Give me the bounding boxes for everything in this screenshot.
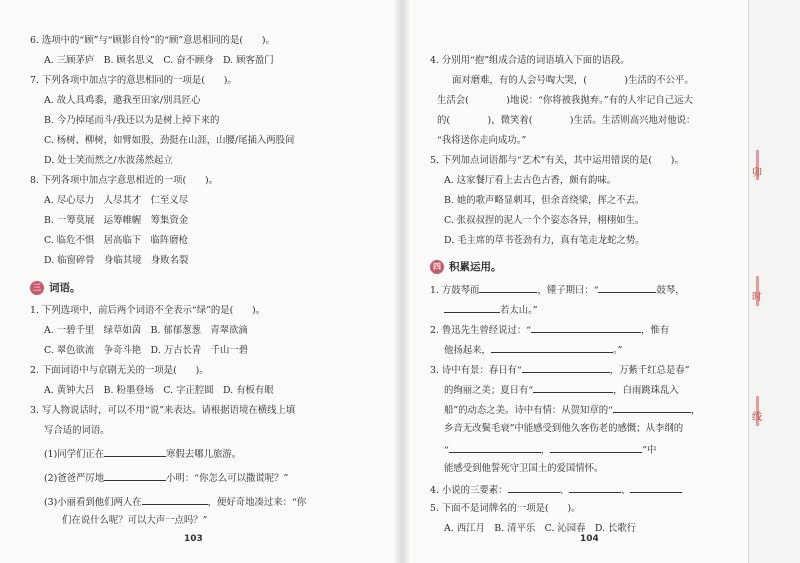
fill-blank[interactable] [142, 494, 208, 505]
vocab-question-1-row-2: C. 翠色欲流 争奇斗艳 D. 万古长青 千山一碧 [44, 345, 249, 356]
accum-2-text-c: 他扬起来， [444, 345, 491, 356]
vocab-question-2: 2. 下面词语中与京剧无关的一项是( )。 [30, 365, 209, 376]
accum-question-3-line-6: 能感受到他誓死守卫国土的爱国情怀。 [444, 463, 604, 474]
accum-question-1 [430, 282, 685, 297]
question-7-a: A. 故人具鸡黍，邀我至田家/别具匠心 [44, 95, 201, 106]
accum-question-3-line-5 [444, 442, 656, 457]
side-tab-2[interactable]: 时 [752, 292, 762, 303]
accum-4-text: 4. 小说的三要素： [430, 485, 508, 496]
accum-3-text-h: “ [444, 445, 449, 456]
section-4-badge: 四 [430, 260, 444, 274]
vocab-item-2 [44, 470, 288, 485]
accum-3-text-d: ，白雨跳珠乱入 [613, 385, 679, 396]
fill-blank[interactable] [104, 446, 166, 457]
accum-3-text-i: ， [540, 445, 551, 456]
question-5-c: C. 张叔叔捏的泥人一个个姿态各异，栩栩如生。 [444, 215, 645, 226]
vocab-question-3: 3. 写人物说话时，可以不用“说”来表达。请根据语境在横线上填 [30, 405, 296, 416]
question-8: 8. 下列各项中加点字意思相近的一项( )。 [30, 175, 218, 186]
vocab-item-3 [44, 494, 306, 509]
fill-blank[interactable] [569, 482, 621, 493]
side-tab-1[interactable]: 卯 [752, 168, 762, 179]
side-tab-3[interactable]: 线 [752, 412, 762, 423]
fill-blank[interactable] [550, 442, 642, 453]
fill-blank[interactable] [630, 482, 682, 493]
vocab-item-1-before: (1)同学们正在 [44, 449, 105, 460]
accum-2-text-d: 。” [612, 345, 623, 356]
fill-blank[interactable] [533, 382, 613, 393]
vocab-question-1-row-1: A. 一碧千里 绿草如茵 B. 郁郁葱葱 青翠欲滴 [44, 325, 248, 336]
question-4-line-1: 面对磨难，有的人会号啕大哭，( )生活的不公平。 [452, 75, 694, 86]
accum-3-text-b: ，万紫千红总是春” [609, 365, 690, 376]
accum-3-text-a: 3. 诗中有景：春日有“ [430, 365, 522, 376]
question-8-row-a: A. 尽心尽力 人尽其才 仁至义尽 [44, 195, 188, 206]
page-number-left: 103 [184, 534, 203, 544]
fill-blank[interactable] [531, 322, 641, 333]
question-4-line-4: “我将送你走向成功。” [437, 135, 527, 146]
fill-blank[interactable] [613, 402, 691, 413]
fill-blank[interactable] [449, 442, 541, 453]
fill-blank[interactable] [522, 362, 610, 373]
question-5: 5. 下列加点词语都与“艺术”有关，其中运用错误的是( )。 [430, 155, 684, 166]
vocab-question-1: 1. 下列选项中，前后两个词语不全表示“绿”的是( )。 [30, 305, 266, 316]
question-4-line-3: 的( )，微笑着( )生活。生活则高兴地对他说： [437, 115, 696, 126]
accum-question-3-line-4: 乡音无改鬓毛衰”中能感受到他久客伤老的感慨；从李纲的 [444, 423, 684, 434]
question-8-row-b: B. 一筹莫展 运筹帷幄 筹集资金 [44, 215, 189, 226]
vocab-item-3-cont: 们在说什么呢？可以大声一点吗？” [62, 515, 208, 526]
accum-3-text-e: 船”的动态之美。诗中有情：从贺知章的“ [444, 405, 613, 416]
accum-2-text-a: 2. 鲁迅先生曾经说过：“ [430, 325, 532, 336]
vocab-question-3-cont: 写合适的词语。 [44, 425, 110, 436]
question-6: 6. 选项中的“顾”与“顾影自怜”的“顾”意思相同的是( )。 [30, 35, 275, 46]
vocab-question-2-options: A. 黄钟大吕 B. 粉墨登场 C. 字正腔圆 D. 有板有眼 [44, 385, 274, 396]
accum-1-text-b: ，锺子期曰：“ [537, 285, 599, 296]
question-6-options: A. 三顾茅庐 B. 顾名思义 C. 奋不顾身 D. 顾客盈门 [44, 55, 274, 66]
accum-question-5: 5. 下面不是词牌名的一项是( )。 [430, 503, 581, 514]
question-8-row-c: C. 临危不惧 居高临下 临阵磨枪 [44, 235, 189, 246]
question-5-a: A. 这家餐厅看上去古色古香，颇有韵味。 [444, 175, 617, 186]
vocab-item-2-after: 小明：“你怎么可以撒谎呢？” [166, 473, 289, 484]
fill-blank[interactable] [479, 282, 537, 293]
accum-question-5-options: A. 西江月 B. 清平乐 C. 沁园春 D. 长歌行 [444, 523, 637, 534]
question-4-line-2: 生活会( )地说：“你将被我抛弃。”有的人牢记自己远大 [437, 95, 693, 106]
accum-3-text-c: 的绚丽之美；夏日有“ [444, 385, 534, 396]
section-4-title: 积累运用。 [449, 261, 502, 273]
section-3-badge: 三 [30, 281, 44, 295]
question-7: 7. 下列各项中加点字的意思相同的一项是( )。 [30, 75, 237, 86]
question-8-row-d: D. 临窗碎骨 身临其境 身败名裂 [44, 255, 189, 266]
fill-blank[interactable] [598, 282, 656, 293]
question-5-d: D. 毛主席的草书苍劲有力，真有笔走龙蛇之势。 [444, 235, 645, 246]
vocab-item-3-before: (3)小丽看到他们两人在 [44, 497, 142, 508]
page-number-right: 104 [580, 534, 599, 544]
accum-1-text-a: 1. 方鼓琴而 [430, 285, 480, 296]
vocab-item-3-after: ，便好奇地凑过来：“你 [207, 497, 307, 508]
book-gutter [395, 0, 409, 563]
accum-1-text-d: 若太山。” [500, 305, 538, 316]
section-3-title: 词语。 [49, 282, 81, 294]
section-4-heading [430, 259, 502, 274]
accum-question-3-line-2 [444, 382, 679, 397]
section-3-heading [30, 280, 81, 295]
vocab-item-2-before: (2)爸爸严厉地 [44, 473, 105, 484]
fill-blank[interactable] [508, 482, 560, 493]
fill-blank[interactable] [491, 342, 613, 353]
accum-question-2 [430, 322, 669, 337]
accum-question-2-cont [444, 342, 622, 357]
accum-question-1-cont [444, 302, 538, 317]
accum-2-text-b: ，惟有 [641, 325, 670, 336]
question-7-d: D. 处士笑而然之/水波荡然起立 [44, 155, 173, 166]
accum-3-text-f: ， [690, 405, 701, 416]
vocab-item-1 [44, 446, 241, 461]
accum-question-4: 4. 小说的三要素： 、 、 [430, 482, 682, 497]
accum-question-3-line-3 [444, 402, 700, 417]
question-7-c: C. 杨树、柳树，如臂如股，劲挺在山涯，山腰/尾插入两股间 [44, 135, 295, 146]
vocab-item-1-after: 寒假去哪儿旅游。 [166, 449, 242, 460]
accum-1-text-c: 鼓琴， [656, 285, 685, 296]
fill-blank[interactable] [444, 302, 500, 313]
accum-3-text-j: ”中 [642, 445, 657, 456]
question-7-b: B. 今乃掉尾而斗/我还以为是树上掉下来的 [44, 115, 220, 126]
fill-blank[interactable] [104, 470, 166, 481]
question-5-b: B. 她的歌声略显刺耳，但余音绕梁，挥之不去。 [444, 195, 645, 206]
question-4: 4. 分别用“抱”组成合适的词语填入下面的语段。 [430, 55, 630, 66]
accum-question-3 [430, 362, 690, 377]
